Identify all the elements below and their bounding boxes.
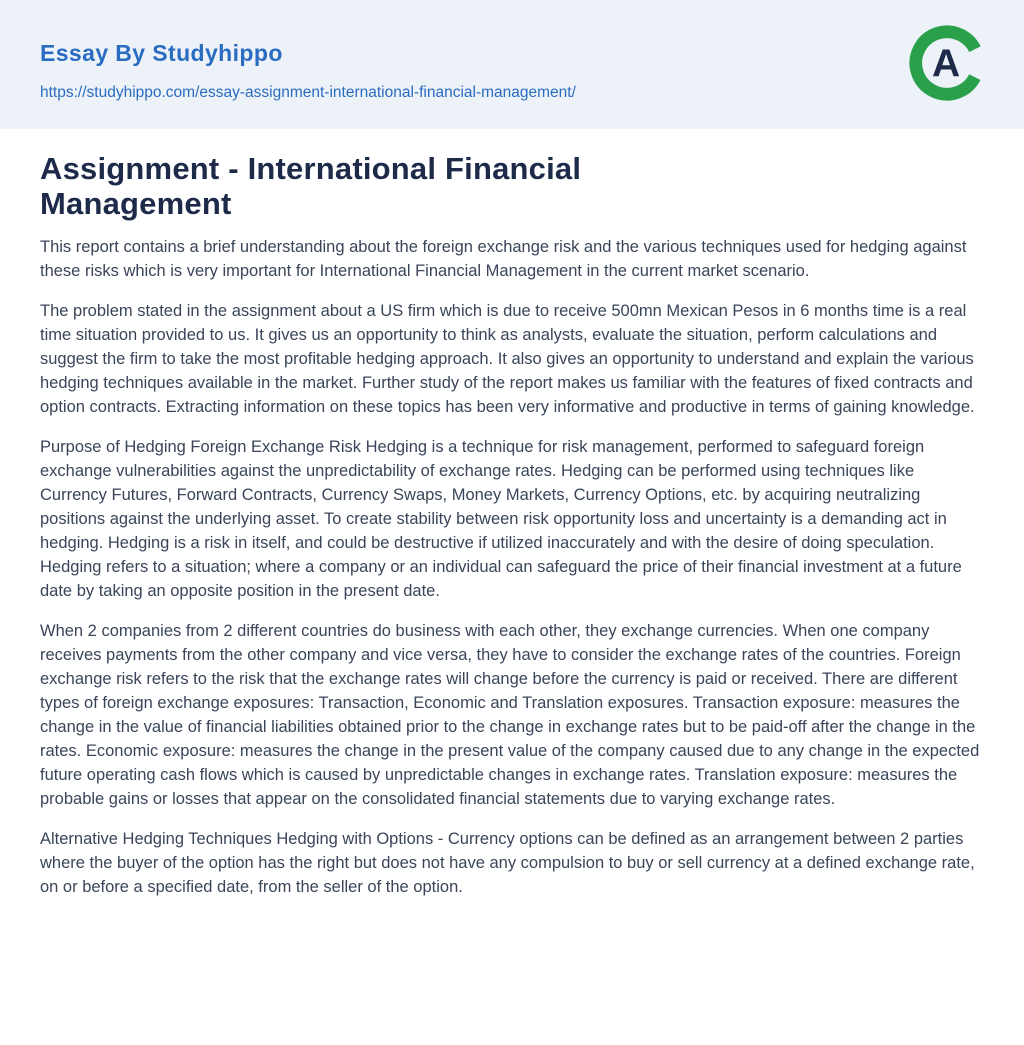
article-body xyxy=(0,129,1024,961)
article-paragraph: Purpose of Hedging Foreign Exchange Risk Hedging is a technique for risk management, performed to safeguard foreign exchange vulnerabilities against the unpredictability of exchange rates. Hedging can be performed using techniques like Currency Futures, Forward Contracts, Currency Swaps, Money Markets, Currency Options, etc. by acquiring neutralizing positions against the underlying asset. To create stability between risk opportunity loss and uncertainty is a demanding act in hedging. Hedging is a risk in itself, and could be destructive if utilized inaccurately and with the desire of doing speculation. Hedging refers to a situation; where a company or an individual can safeguard the price of their financial investment at a future date by taking an opposite position in the present date. xyxy=(40,438,962,600)
article-url-link[interactable]: https://studyhippo.com/essay-assignment-international-financial-management/ xyxy=(40,84,576,101)
article-paragraph: The problem stated in the assignment about a US firm which is due to receive 500mn Mexican Pesos in 6 months time is a real time situation provided to us. It gives us an opportunity to think as analysts, evaluate the situation, perform calculations and suggest the firm to take the most profitable hedging approach. It also gives an opportunity to understand and explain the various hedging techniques available in the market. Further study of the report makes us familiar with the features of fixed contracts and option contracts. Extracting information on these topics has been very informative and productive in terms of gaining knowledge. xyxy=(40,302,975,416)
article-paragraph: When 2 companies from 2 different countries do business with each other, they exchange currencies. When one company receives payments from the other company and vice versa, they have to consider the exchange rates of the countries. Foreign exchange risk refers to the risk that the exchange rates will change before the currency is paid or received. There are different types of foreign exchange exposures: Transaction, Economic and Translation exposures. Transaction exposure: measures the change in the value of financial liabilities obtained prior to the change in exchange rates but to be paid-off after the change in the rates. Economic exposure: measures the change in the present value of the company caused due to any change in the expected future operating cash flows which is caused by unpredictable changes in exchange rates. Translation exposure: measures the probable gains or losses that appear on the consolidated financial statements due to varying exchange rates. xyxy=(40,622,980,808)
site-title: Essay By Studyhippo xyxy=(40,40,283,66)
site-header xyxy=(0,0,1024,129)
article-title: Assignment - International Financial Management xyxy=(40,151,582,221)
studyhippo-logo-icon xyxy=(908,24,986,102)
article-paragraph: This report contains a brief understanding about the foreign exchange risk and the various techniques used for hedging against these risks which is very important for International Financial Management in the current market scenario. xyxy=(40,238,967,280)
article-paragraph: Alternative Hedging Techniques Hedging with Options - Currency options can be defined as an arrangement between 2 parties where the buyer of the option has the right but does not have any compulsion to buy or sell currency at a defined exchange rate, on or before a specified date, from the seller of the option. xyxy=(40,830,975,896)
logo-letter: A xyxy=(931,42,961,86)
